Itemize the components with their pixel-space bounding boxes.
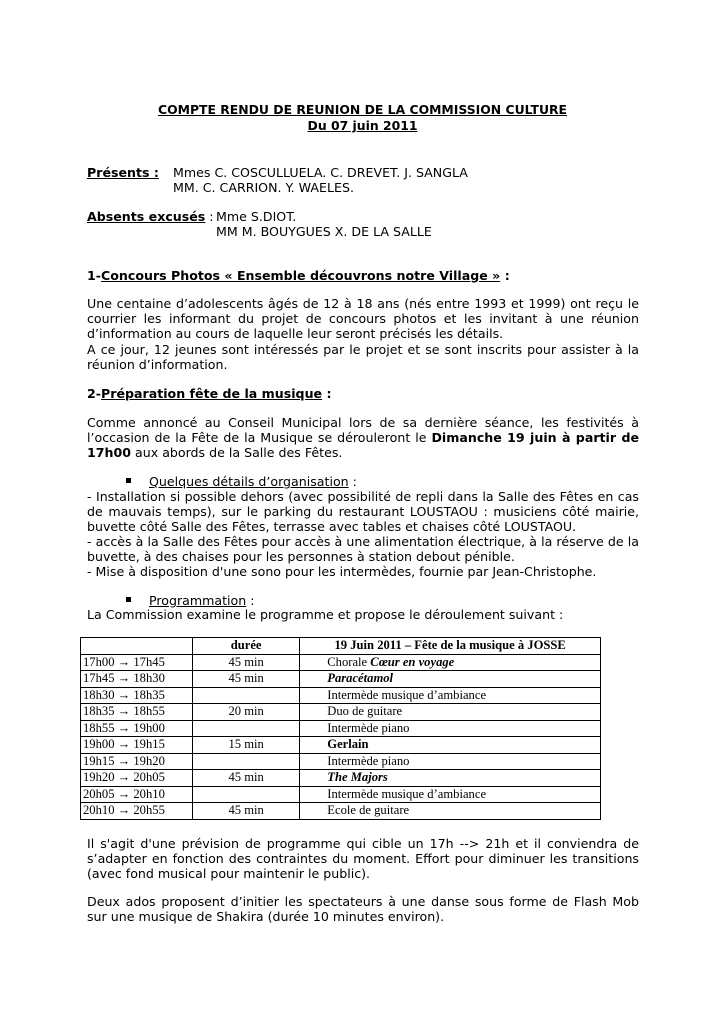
closing-paragraph-1: Il s'agit d'une prévision de programme qui cible un 17h --> 21h et il conviendra de s’adapter en fonction des contraintes du moment. Effort pour diminuer les transitions (avec fond musical pour maintenir le public). — [87, 836, 639, 881]
organisation-detail-2: - accès à la Salle des Fêtes pour accès à une alimentation électrique, à la réserve de la buvette, à des chaises pour les personnes à station debout pénible. — [87, 534, 639, 564]
table-row: 19h00 → 19h15 15 min Gerlain — [81, 737, 601, 754]
table-row: 18h55 → 19h00 Intermède piano — [81, 720, 601, 737]
closing-paragraph-2: Deux ados proposent d’initier les spectateurs à une danse sous forme de Flash Mob sur une musique de Shakira (durée 10 minutes environ). — [87, 894, 639, 924]
absents-label: Absents excusés : — [87, 209, 214, 224]
absents-line-2: MM M. BOUYGUES X. DE LA SALLE — [216, 224, 432, 239]
table-row: 17h00 → 17h45 45 min Chorale Cœur en voyage — [81, 654, 601, 671]
table-row: 17h45 → 18h30 45 min Paracétamol — [81, 671, 601, 688]
presents-label: Présents : — [87, 165, 159, 180]
section-1-heading: 1-Concours Photos « Ensemble découvrons notre Village » : — [87, 268, 510, 283]
program-table — [80, 637, 601, 820]
table-header-row — [81, 638, 601, 655]
presents-line-2: MM. C. CARRION. Y. WAELES. — [173, 180, 354, 195]
page-title: COMPTE RENDU DE REUNION DE LA COMMISSION CULTURE — [157, 102, 568, 117]
bullet-square-icon — [126, 597, 131, 602]
table-header-time — [81, 638, 193, 655]
table-row: 20h10 → 20h55 45 min Ecole de guitare — [81, 803, 601, 820]
table-row: 18h35 → 18h55 20 min Duo de guitare — [81, 704, 601, 721]
section-2-heading: 2-Préparation fête de la musique : — [87, 386, 332, 401]
table-row: 19h20 → 20h05 45 min The Majors — [81, 770, 601, 787]
section-1-paragraph-2: A ce jour, 12 jeunes sont intéressés par le projet et se sont inscrits pour assister à la réunion d’information. — [87, 342, 639, 372]
presents-line-1: Mmes C. COSCULLUELA. C. DREVET. J. SANGLA — [173, 165, 468, 180]
table-row: 19h15 → 19h20 Intermède piano — [81, 753, 601, 770]
bullet-programmation: Programmation : — [126, 593, 255, 608]
table-row: 18h30 → 18h35 Intermède musique d’ambiance — [81, 687, 601, 704]
page-subtitle-date: Du 07 juin 2011 — [307, 118, 418, 133]
section-1-paragraph-1: Une centaine d’adolescents âgés de 12 à 18 ans (nés entre 1993 et 1999) ont reçu le courrier les informant du projet de concours photos et les invitant à une réunion d’information au cours de laquelle leur seront précisés les détails. — [87, 296, 639, 341]
bullet-organisation: Quelques détails d’organisation : — [126, 474, 357, 489]
programmation-text: La Commission examine le programme et propose le déroulement suivant : — [87, 607, 564, 622]
absents-line-1: Mme S.DIOT. — [216, 209, 297, 224]
bullet-square-icon — [126, 478, 131, 483]
organisation-detail-1: - Installation si possible dehors (avec possibilité de repli dans la Salle des Fêtes en cas de mauvais temps), sur le parking du restaurant LOUSTAOU : musiciens côté mairie, buvette côté Salle des Fêtes, terrasse avec tables et chaises côté LOUSTAOU. — [87, 489, 639, 534]
organisation-detail-3: - Mise à disposition d'une sono pour les intermèdes, fournie par Jean-Christophe. — [87, 564, 597, 579]
section-2-intro: Comme annoncé au Conseil Municipal lors de sa dernière séance, les festivités à l’occasion de la Fête de la Musique se dérouleront le Dimanche 19 juin à partir de 17h00 aux abords de la Salle des Fêtes. — [87, 415, 639, 460]
table-row: 20h05 → 20h10 Intermède musique d’ambiance — [81, 786, 601, 803]
table-header-duration: durée — [192, 638, 299, 655]
table-header-event: 19 Juin 2011 – Fête de la musique à JOSSE — [300, 638, 601, 655]
